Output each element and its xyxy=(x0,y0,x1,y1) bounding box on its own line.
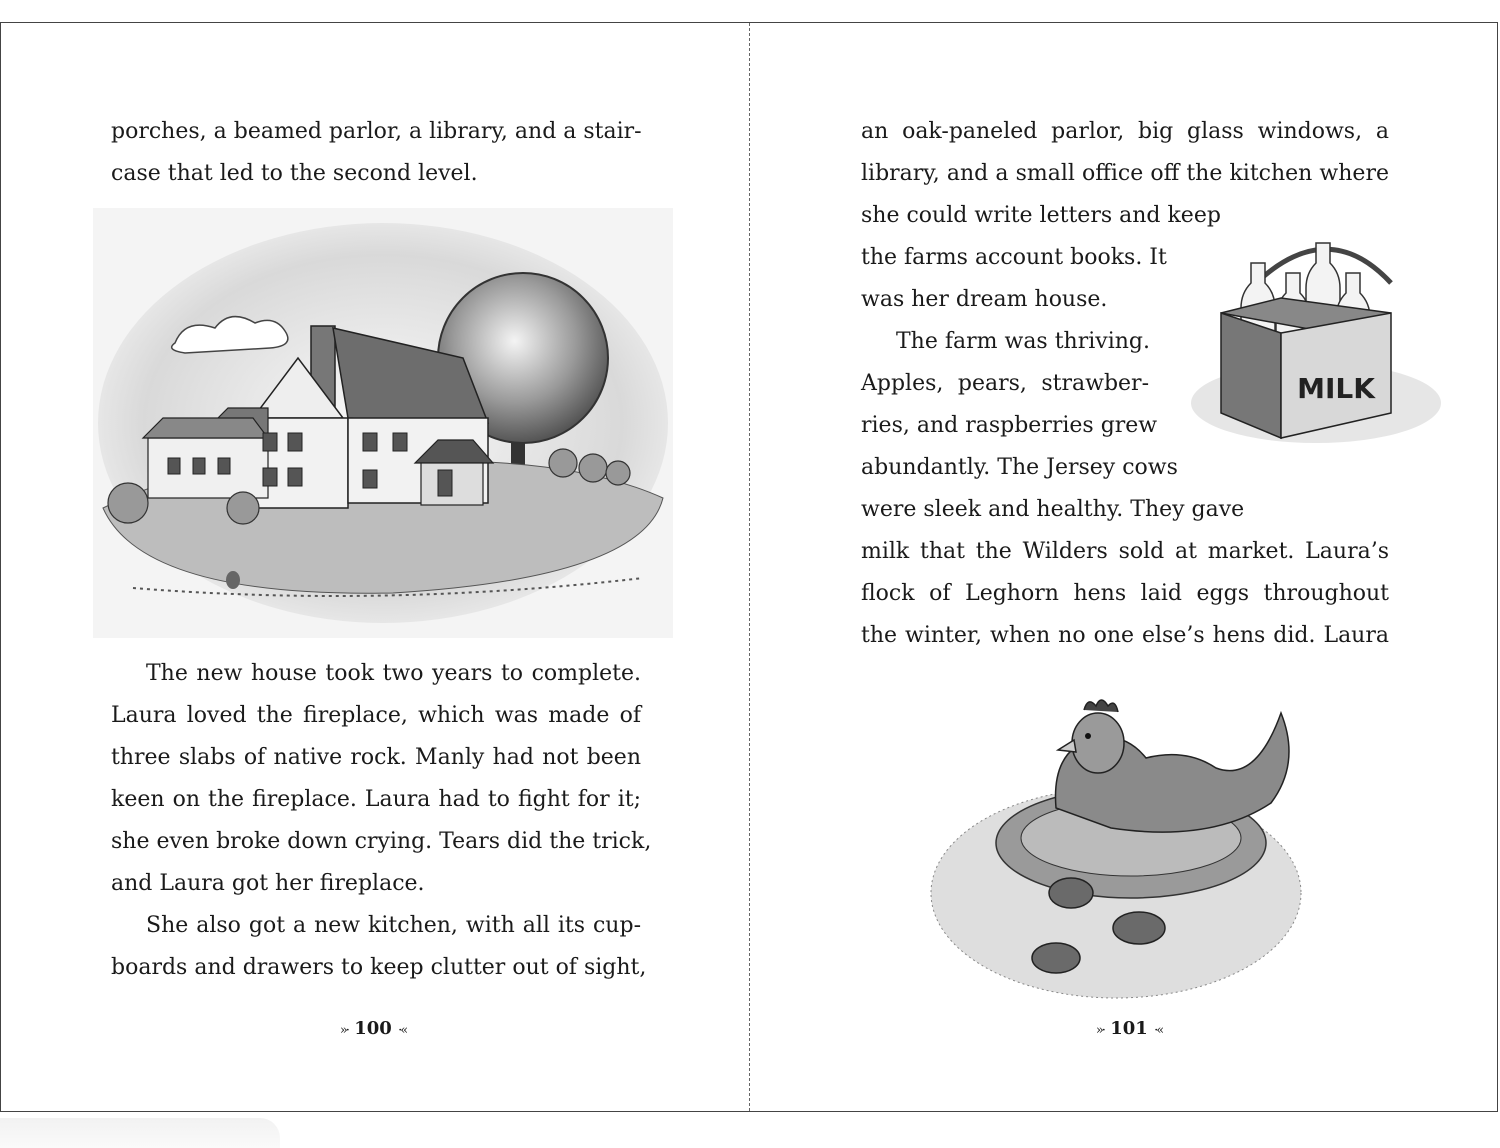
text-line: Apples, pears, strawber- xyxy=(861,371,1149,396)
page-number: »· 100 ·« xyxy=(339,1018,407,1039)
text-line: milk that the Wilders sold at market. Laura’s xyxy=(861,539,1389,564)
text-line: flock of Leghorn hens laid eggs throughout xyxy=(861,581,1389,606)
text-line: ries, and raspberries grew xyxy=(861,413,1158,438)
text-line: she could write letters and keep xyxy=(861,203,1221,228)
text-line: she even broke down crying. Tears did the trick, xyxy=(111,829,652,854)
text-line: keen on the fireplace. Laura had to fight for it; xyxy=(111,787,641,812)
text-line: the winter, when no one else’s hens did. Laura xyxy=(861,623,1389,648)
book-spread xyxy=(0,22,1498,1112)
text-line: abundantly. The Jersey cows xyxy=(861,455,1178,480)
text-line: boards and drawers to keep clutter out of sight, xyxy=(111,955,647,980)
page-number: »· 101 ·« xyxy=(1095,1018,1163,1039)
text-line: was her dream house. xyxy=(861,287,1108,312)
text-line: three slabs of native rock. Manly had not been xyxy=(111,745,641,770)
text-line: the farms account books. It xyxy=(861,245,1167,270)
text-line: Laura loved the fireplace, which was made of xyxy=(111,703,641,728)
milk-crate-illustration xyxy=(1186,213,1441,453)
text-line: The new house took two years to complete. xyxy=(146,661,641,686)
text-line: case that led to the second level. xyxy=(111,161,478,186)
text-line: and Laura got her fireplace. xyxy=(111,871,425,896)
text-line: were sleek and healthy. They gave xyxy=(861,497,1245,522)
scan-shadow xyxy=(0,1118,280,1148)
text-line: She also got a new kitchen, with all its cup- xyxy=(146,913,641,938)
hen-nest-illustration xyxy=(926,678,1316,1008)
text-line: The farm was thriving. xyxy=(896,329,1150,354)
farmhouse-illustration xyxy=(93,208,673,638)
text-line: an oak-paneled parlor, big glass windows, a xyxy=(861,119,1389,144)
text-line: library, and a small office off the kitchen where xyxy=(861,161,1389,186)
milk-label: MILK xyxy=(1297,372,1375,405)
text-line: porches, a beamed parlor, a library, and a stair- xyxy=(111,119,642,144)
gutter-divider xyxy=(749,23,750,1111)
